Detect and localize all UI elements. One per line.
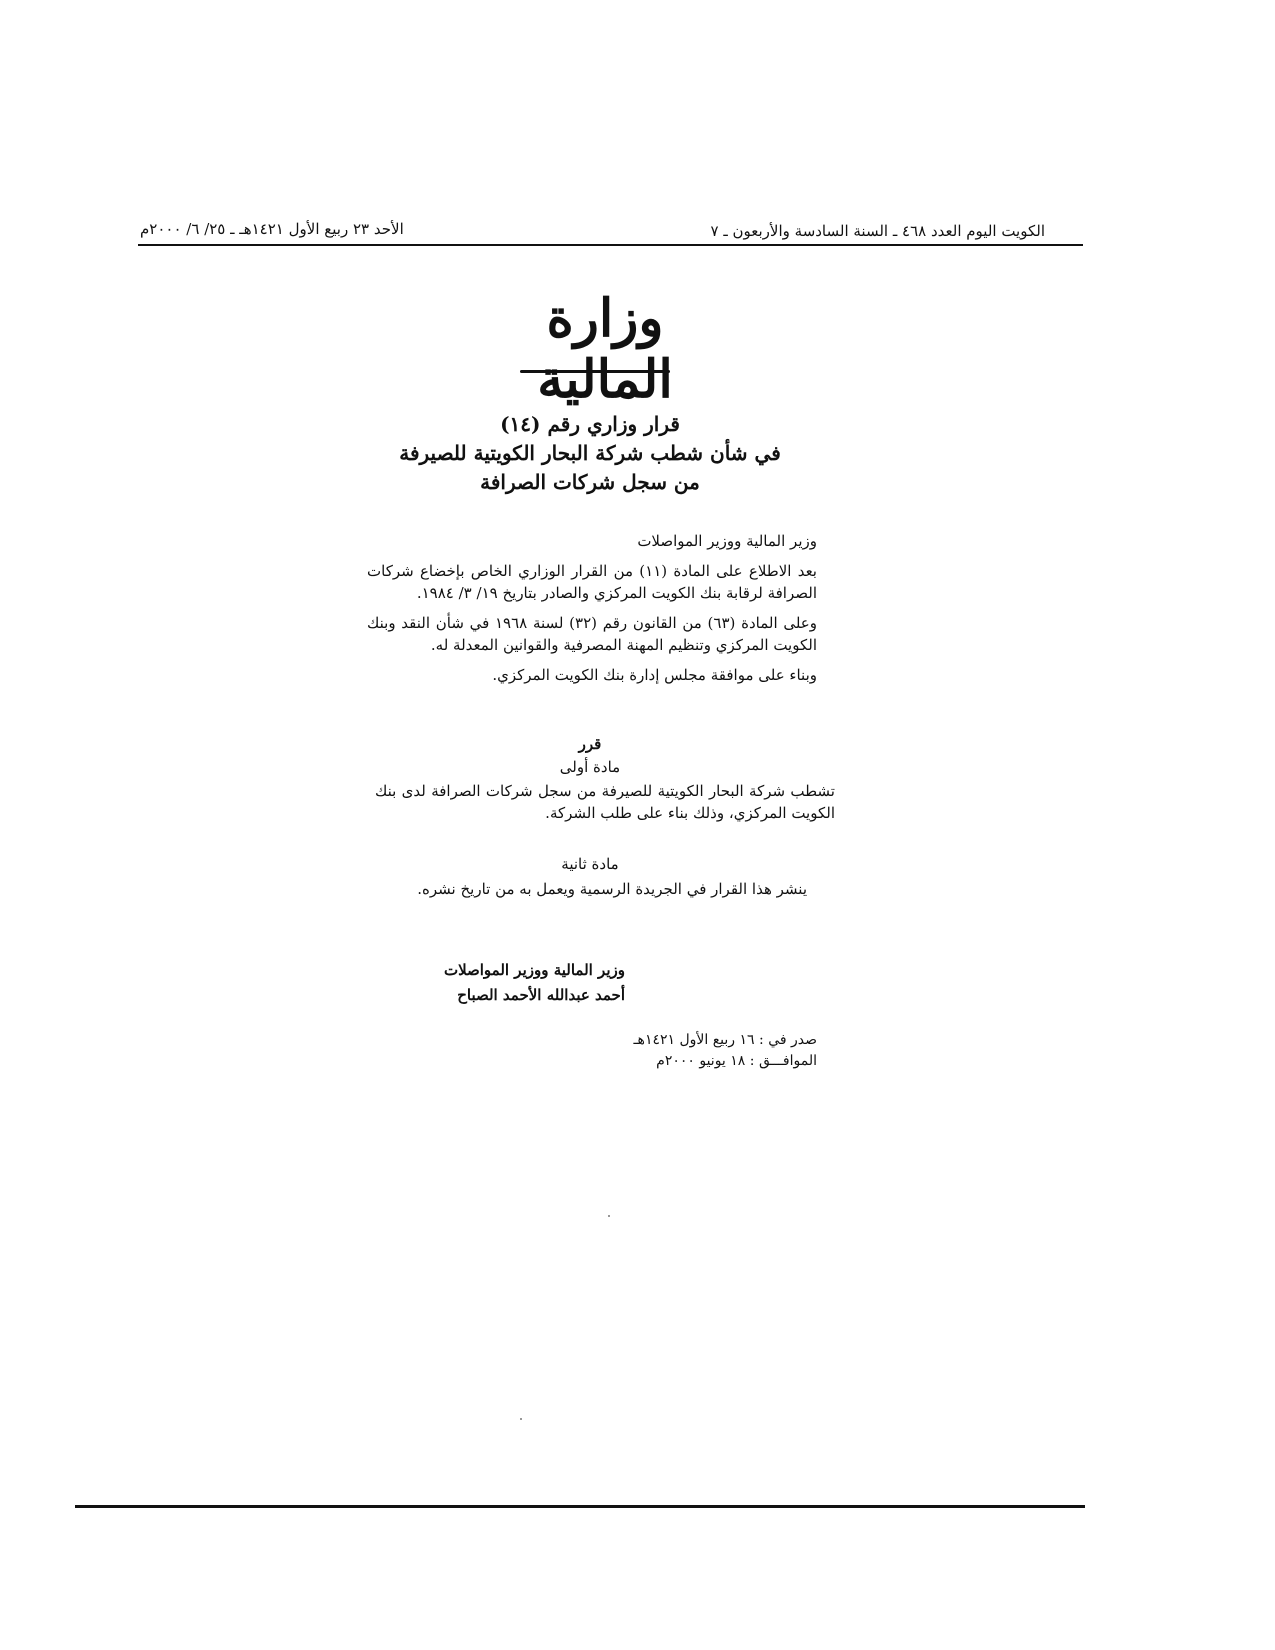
- issued-date-row: [557, 1030, 817, 1051]
- ministry-title: وزارة المالية: [537, 288, 673, 410]
- issue-dates: [557, 1030, 817, 1072]
- signatory-title: وزير المالية ووزير المواصلات: [443, 961, 625, 979]
- decision-subject-line-1: في شأن شطب شركة البحار الكويتية للصيرفة: [399, 441, 781, 465]
- preamble-paragraph-2: وعلى المادة (٦٣) من القانون رقم (٣٢) لسنة ١٩٦٨ في شأن النقد وبنك الكويت المركزي وتنظيم المهنة المصرفية والقوانين المعدلة له.: [367, 614, 817, 654]
- issued-value: : ١٦ ربيع الأول ١٤٢١هـ: [633, 1032, 764, 1048]
- article-1-text: تشطب شركة البحار الكويتية للصيرفة من سجل شركات الصرافة لدى بنك الكويت المركزي، وذلك بناء على طلب الشركة.: [375, 782, 835, 822]
- decision-subject-line-2: من سجل شركات الصرافة: [480, 470, 700, 494]
- header-divider: [138, 244, 1083, 246]
- decree-label: قرر: [578, 735, 602, 753]
- preamble: [367, 530, 817, 694]
- scan-speck: [520, 1418, 522, 1420]
- corresponding-date-row: [557, 1051, 817, 1072]
- article-2-title: مادة ثانية: [561, 855, 619, 873]
- article-2-text: ينشر هذا القرار في الجريدة الرسمية ويعمل به من تاريخ نشره.: [417, 880, 807, 898]
- signature-block: [325, 958, 625, 1008]
- decision-heading: [370, 410, 810, 497]
- gazette-issue-info: الكويت اليوم العدد ٤٦٨ ـ السنة السادسة والأربعون ـ ٧: [710, 222, 1045, 240]
- preamble-paragraph-1: بعد الاطلاع على المادة (١١) من القرار الوزاري الخاص بإخضاع شركات الصرافة لرقابة بنك الكويت المركزي والصادر بتاريخ ١٩/ ٣/ ١٩٨٤.: [367, 562, 817, 602]
- signatory-name: أحمد عبدالله الأحمد الصباح: [457, 986, 625, 1004]
- gazette-date: الأحد ٢٣ ربيع الأول ١٤٢١هـ ـ ٢٥/ ٦/ ٢٠٠٠م: [140, 220, 404, 238]
- scan-speck: [608, 1215, 610, 1217]
- ministry-title-underline: [520, 370, 670, 373]
- preamble-paragraph-3: وبناء على موافقة مجلس إدارة بنك الكويت المركزي.: [492, 666, 817, 684]
- decision-number: قرار وزاري رقم (١٤): [500, 412, 680, 436]
- footer-divider: [75, 1505, 1085, 1508]
- corresponding-label: الموافـــق: [758, 1053, 817, 1069]
- issued-label: صدر في: [768, 1032, 817, 1048]
- article-1-title: مادة أولى: [559, 758, 621, 776]
- preamble-minister: وزير المالية ووزير المواصلات: [637, 532, 817, 550]
- corresponding-value: : ١٨ يونيو ٢٠٠٠م: [656, 1053, 755, 1069]
